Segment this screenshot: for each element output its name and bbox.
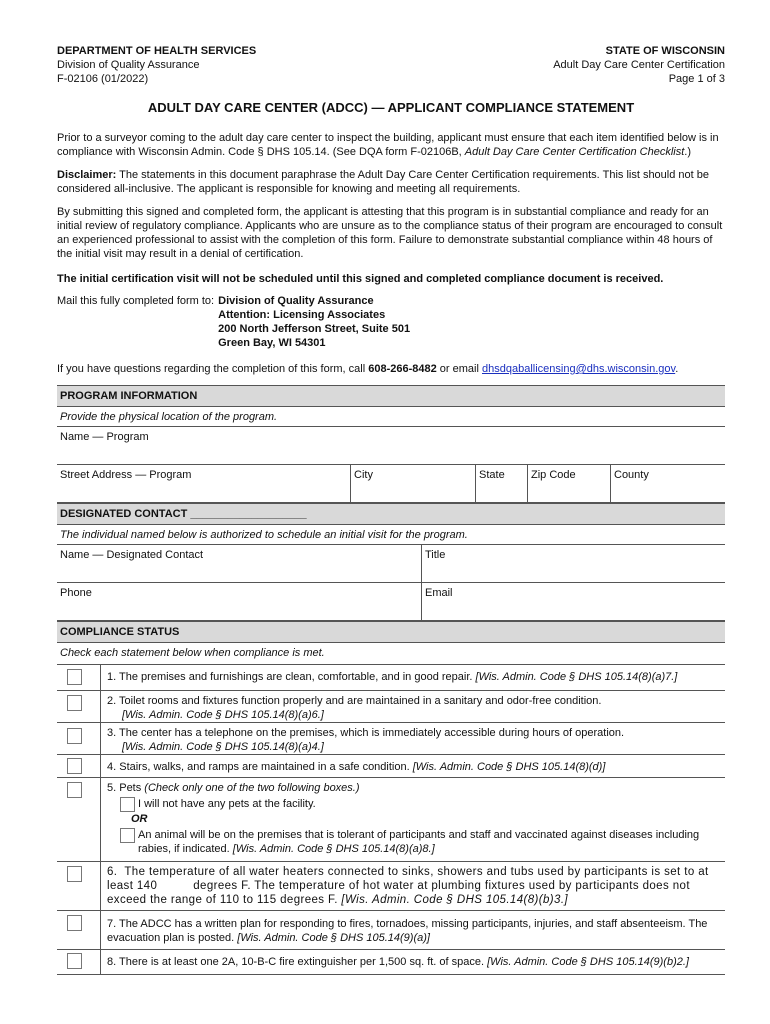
item-6-check-cell <box>57 862 101 910</box>
item-8-statement: 8. There is at least one 2A, 10-B-C fire extinguisher per 1,500 sq. ft. of space. <box>107 956 488 968</box>
page-number: Page 1 of 3 <box>668 73 725 85</box>
item-4-statement: 4. Stairs, walks, and ramps are maintained in a safe condition. <box>107 761 413 773</box>
item-7-text <box>101 911 725 949</box>
designated-instruction: The individual named below is authorized to schedule an initial visit for the program. <box>57 525 725 545</box>
street-label: Street Address — Program <box>60 469 192 481</box>
form-header <box>57 44 725 86</box>
state-label: State <box>479 469 505 481</box>
no-pets-checkbox[interactable] <box>120 797 135 812</box>
program-name-label: Name — Program <box>60 431 149 443</box>
contact-phone-field[interactable] <box>57 583 421 620</box>
item-4-check-cell <box>57 755 101 777</box>
item-3-checkbox[interactable] <box>67 728 82 744</box>
division-name: Division of Quality Assurance <box>57 59 200 71</box>
mailing-block <box>57 294 725 350</box>
item-1-check-cell <box>57 665 101 690</box>
item-5-statement: 5. Pets <box>107 782 145 794</box>
disclaimer-text: The statements in this document paraphrase the Adult Day Care Center Certification requirements. This list should not be considered all-inclusive. The applicant is responsible for knowing and meeting all requirements. <box>57 169 709 195</box>
mail-line-3: 200 North Jefferson Street, Suite 501 <box>218 323 411 335</box>
item-1-cite: [Wis. Admin. Code § DHS 105.14(8)(a)7.] <box>475 671 678 683</box>
contact-name-label: Name — Designated Contact <box>60 549 204 561</box>
item-2-cite: [Wis. Admin. Code § DHS 105.14(8)(a)6.] <box>122 709 324 721</box>
zip-label: Zip Code <box>531 469 576 481</box>
compliance-item-7 <box>57 911 725 950</box>
compliance-item-8 <box>57 950 725 975</box>
item-7-checkbox[interactable] <box>67 915 82 931</box>
county-field[interactable] <box>610 465 725 502</box>
item-5-text <box>101 778 725 861</box>
contact-email-label: Email <box>425 587 453 599</box>
item-3-check-cell <box>57 723 101 754</box>
contact-phone: 608-266-8482 <box>368 363 437 375</box>
item-6-statement: 6. The temperature of all water heaters connected to sinks, showers and tubs used by participants is set to at least 140 degrees F. The temperature of hot water at plumbing fixtures used by participants does not exceed the range of 110 to 115 degrees F. <box>107 866 713 906</box>
contact-name-row <box>57 545 725 583</box>
compliance-item-6 <box>57 862 725 911</box>
form-page <box>57 44 725 975</box>
item-8-text <box>101 950 725 974</box>
item-5-check-cell <box>57 778 101 861</box>
bold-notice: The initial certification visit will not be scheduled until this signed and completed compliance document is received. <box>57 273 664 285</box>
mail-line-4: Green Bay, WI 54301 <box>218 337 326 349</box>
or-label: OR <box>131 813 148 825</box>
state-field[interactable] <box>475 465 527 502</box>
page-title: ADULT DAY CARE CENTER (ADCC) — APPLICANT COMPLIANCE STATEMENT <box>147 100 635 115</box>
item-8-cite: [Wis. Admin. Code § DHS 105.14(9)(b)2.] <box>487 956 689 968</box>
contact-end: . <box>675 363 679 375</box>
county-label: County <box>614 469 649 481</box>
contact-phone-row <box>57 583 725 621</box>
compliance-heading: COMPLIANCE STATUS <box>57 621 725 643</box>
contact-phone-label: Phone <box>60 587 92 599</box>
city-label: City <box>354 469 373 481</box>
mail-line-1: Division of Quality Assurance <box>218 295 374 307</box>
contact-name-field[interactable] <box>57 545 421 582</box>
animal-label: An animal will be on the premises that is tolerant of participants and staff and vaccinated against diseases including rabies, if indicated. <box>138 829 700 855</box>
item-7-cite: [Wis. Admin. Code § DHS 105.14(9)(a)] <box>237 932 430 944</box>
item-2-check-cell <box>57 691 101 722</box>
program-info-instruction: Provide the physical location of the program. <box>57 407 725 427</box>
disclaimer-label: Disclaimer: <box>57 169 117 181</box>
program-address-row <box>57 465 725 503</box>
item-8-check-cell <box>57 950 101 974</box>
compliance-item-1 <box>57 665 725 691</box>
compliance-item-5 <box>57 778 725 862</box>
contact-title-label: Title <box>425 549 446 561</box>
disclaimer-paragraph <box>57 168 725 196</box>
item-1-checkbox[interactable] <box>67 669 82 685</box>
intro-text: Prior to a surveyor coming to the adult day care center to inspect the building, applicant must ensure that each item identified below is in compliance with Wisconsin Admin. Code § DHS 105.14. (See DQA form F-02106B, <box>57 132 719 158</box>
contact-pre: If you have questions regarding the completion of this form, call <box>57 363 369 375</box>
form-number: F-02106 (01/2022) <box>57 73 149 85</box>
dept-name: DEPARTMENT OF HEALTH SERVICES <box>57 45 257 57</box>
compliance-instruction: Check each statement below when compliance is met. <box>57 643 725 665</box>
compliance-item-4 <box>57 755 725 778</box>
animal-cite: [Wis. Admin. Code § DHS 105.14(8)(a)8.] <box>232 843 435 855</box>
city-field[interactable] <box>350 465 475 502</box>
zip-field[interactable] <box>527 465 610 502</box>
item-5-instruction: (Check only one of the two following boxes.) <box>144 782 360 794</box>
street-field[interactable] <box>57 465 350 502</box>
item-7-check-cell <box>57 911 101 949</box>
contact-email-link[interactable]: dhsdqaballicensing@dhs.wisconsin.gov <box>482 363 676 375</box>
animal-checkbox[interactable] <box>120 828 135 843</box>
item-3-text <box>101 723 725 754</box>
program-info-heading: PROGRAM INFORMATION <box>57 385 725 407</box>
item-2-statement: 2. Toilet rooms and fixtures function properly and are maintained in a sanitary and odor-free condition. <box>107 695 602 707</box>
state-name: STATE OF WISCONSIN <box>605 45 725 57</box>
contact-line <box>57 362 725 376</box>
item-4-cite: [Wis. Admin. Code § DHS 105.14(8)(d)] <box>412 761 606 773</box>
intro-paragraph <box>57 131 725 159</box>
attestation-paragraph: By submitting this signed and completed form, the applicant is attesting that this program is in substantial compliance and ready for an initial review of regulatory compliance. Applicants who are unsure as to the compliance status of their program are encouraged to consult an experienced professional to assist with the completion of this form. Failure to demonstrate substantial compliance within 48 hours of the initial visit may result in a denial of certification. <box>57 206 723 260</box>
program-name-field[interactable] <box>57 427 725 464</box>
item-1-text <box>101 665 725 690</box>
item-1-statement: 1. The premises and furnishings are clean, comfortable, and in good repair. <box>107 671 476 683</box>
compliance-item-2 <box>57 691 725 723</box>
compliance-item-3 <box>57 723 725 755</box>
item-8-checkbox[interactable] <box>67 953 82 969</box>
item-4-checkbox[interactable] <box>67 758 82 774</box>
item-2-checkbox[interactable] <box>67 695 82 711</box>
contact-title-field[interactable] <box>421 545 725 582</box>
item-4-text <box>101 755 725 777</box>
item-6-cite: [Wis. Admin. Code § DHS 105.14(8)(b)3.] <box>341 894 569 906</box>
mail-label: Mail this fully completed form to: <box>57 295 215 307</box>
item-2-text <box>101 691 725 722</box>
item-3-statement: 3. The center has a telephone on the premises, which is immediately accessible during hours of operation. <box>107 727 625 739</box>
contact-email-field[interactable] <box>421 583 725 620</box>
program-name-row <box>57 427 725 465</box>
contact-mid: or email <box>436 363 482 375</box>
program-name: Adult Day Care Center Certification <box>553 59 725 71</box>
designated-contact-heading: DESIGNATED CONTACT ___________________ <box>57 503 725 525</box>
intro-end: .) <box>684 146 692 158</box>
item-5-checkbox[interactable] <box>67 782 82 798</box>
no-pets-label: I will not have any pets at the facility. <box>138 798 316 810</box>
item-6-text <box>101 862 725 910</box>
checklist-title: Adult Day Care Center Certification Checklist <box>464 146 685 158</box>
mail-line-2: Attention: Licensing Associates <box>218 309 386 321</box>
item-7-statement: 7. The ADCC has a written plan for responding to fires, tornadoes, missing participants, injuries, and staff absenteeism. The evacuation plan is posted. <box>107 918 708 944</box>
item-6-checkbox[interactable] <box>67 866 82 882</box>
item-3-cite: [Wis. Admin. Code § DHS 105.14(8)(a)4.] <box>122 741 324 753</box>
